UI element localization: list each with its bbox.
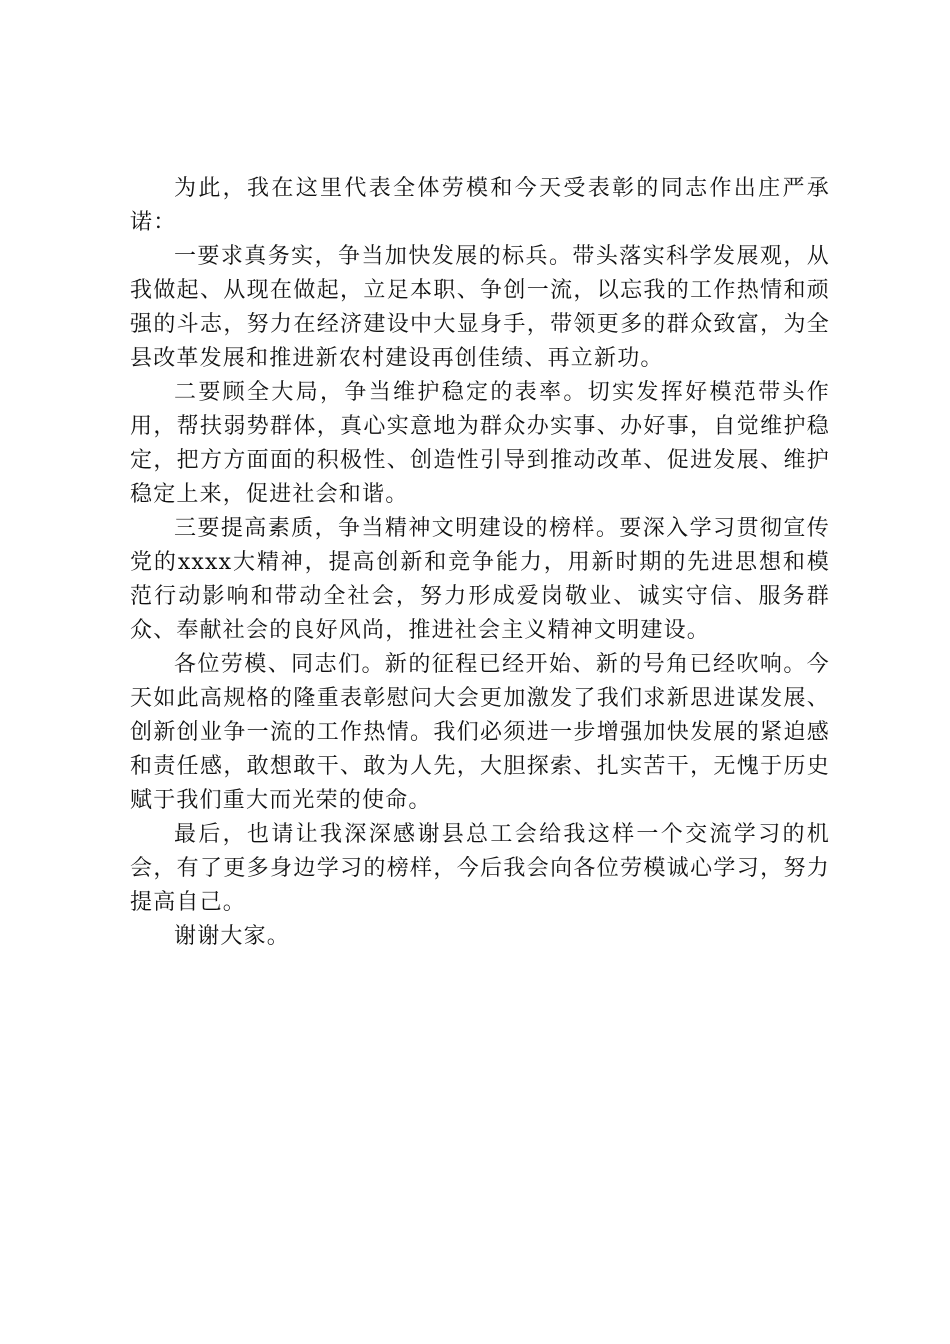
paragraph-commitment-intro: 为此，我在这里代表全体劳模和今天受表彰的同志作出庄严承诺：	[130, 176, 830, 235]
paragraph-new-journey: 各位劳模、同志们。新的征程已经开始、新的号角已经吹响。今天如此高规格的隆重表彰慰问大会更加激发了我们求新思进谋发展、创新创业争一流的工作热情。我们必须进一步增强加快发展的紧迫感和责任感，敢想敢干、敢为人先，大胆探索、扎实苦干，无愧于历史赋于我们重大而光荣的使命。	[130, 652, 830, 813]
paragraph-first-pledge: 一要求真务实，争当加快发展的标兵。带头落实科学发展观，从我做起、从现在做起，立足本职、争创一流，以忘我的工作热情和顽强的斗志，努力在经济建设中大显身手，带领更多的群众致富，为全县改革发展和推进新农村建设再创佳绩、再立新功。	[130, 244, 830, 371]
paragraph-thanks-union: 最后，也请让我深深感谢县总工会给我这样一个交流学习的机会，有了更多身边学习的榜样，今后我会向各位劳模诚心学习，努力提高自己。	[130, 822, 830, 915]
paragraph-third-pledge: 三要提高素质，争当精神文明建设的榜样。要深入学习贯彻宣传党的xxxx大精神，提高创新和竞争能力，用新时期的先进思想和模范行动影响和带动全社会，努力形成爱岗敬业、诚实守信、服务群众、奉献社会的良好风尚，推进社会主义精神文明建设。	[130, 516, 830, 643]
paragraph-closing: 谢谢大家。	[174, 924, 291, 949]
paragraph-second-pledge: 二要顾全大局，争当维护稳定的表率。切实发挥好模范带头作用，帮扶弱势群体，真心实意地为群众办实事、办好事，自觉维护稳定，把方方面面的积极性、创造性引导到推动改革、促进发展、维护稳定上来，促进社会和谐。	[130, 380, 830, 507]
document-body	[130, 172, 830, 954]
